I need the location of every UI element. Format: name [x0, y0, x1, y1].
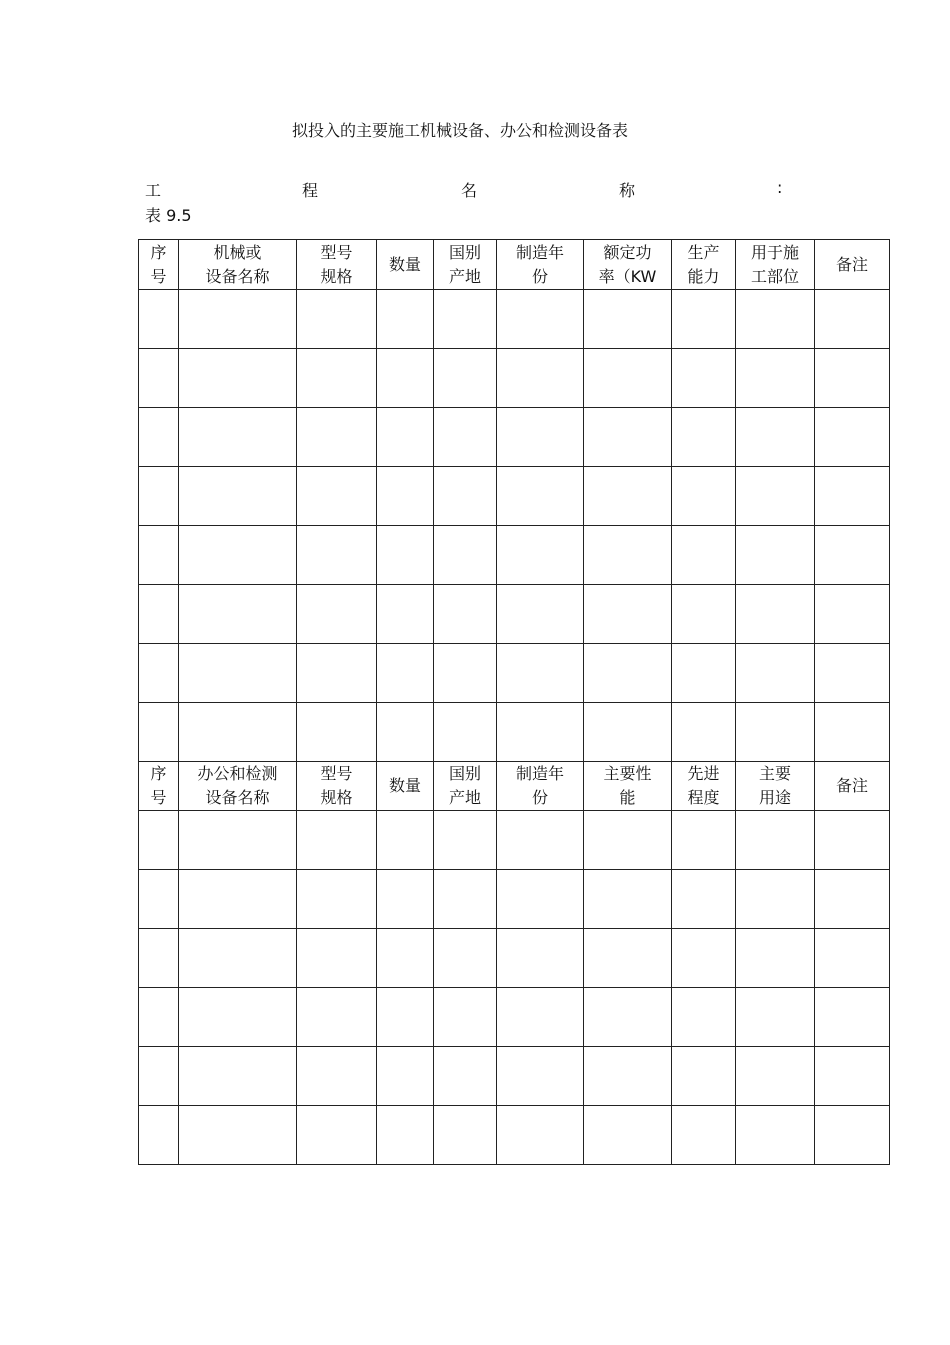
machinery-row: [139, 467, 890, 526]
header-cell: 序 号: [139, 240, 179, 290]
table-cell: [672, 408, 736, 467]
table-cell: [584, 1047, 672, 1106]
table-cell: [815, 929, 890, 988]
table-cell: [434, 1106, 497, 1165]
table-cell: [377, 703, 434, 762]
header-cell: 国别 产地: [434, 240, 497, 290]
table-cell: [815, 585, 890, 644]
table-cell: [815, 290, 890, 349]
table-cell: [584, 349, 672, 408]
table-cell: [497, 988, 584, 1047]
table-cell: [377, 988, 434, 1047]
header-cell: 型号 规格: [297, 762, 377, 811]
table-cell: [672, 703, 736, 762]
table-cell: [179, 290, 297, 349]
table-cell: [297, 585, 377, 644]
table-cell: [377, 929, 434, 988]
table-cell: [297, 408, 377, 467]
machinery-row: [139, 290, 890, 349]
table-cell: [139, 870, 179, 929]
table-cell: [672, 988, 736, 1047]
table-cell: [584, 644, 672, 703]
table-cell: [434, 988, 497, 1047]
table-cell: [434, 467, 497, 526]
table-cell: [179, 811, 297, 870]
table-cell: [377, 644, 434, 703]
table-cell: [736, 408, 815, 467]
table-cell: [297, 929, 377, 988]
table-cell: [497, 811, 584, 870]
office-row: [139, 870, 890, 929]
header-cell: 序 号: [139, 762, 179, 811]
table-cell: [377, 1047, 434, 1106]
table-cell: [139, 526, 179, 585]
table-cell: [139, 929, 179, 988]
table-cell: [815, 349, 890, 408]
table-cell: [584, 988, 672, 1047]
table-cell: [497, 1047, 584, 1106]
table-cell: [377, 467, 434, 526]
table-cell: [434, 1047, 497, 1106]
header-cell: 额定功 率（KW: [584, 240, 672, 290]
table-cell: [434, 349, 497, 408]
table-cell: [815, 811, 890, 870]
table-cell: [434, 408, 497, 467]
table-cell: [736, 349, 815, 408]
header-cell: 先进 程度: [672, 762, 736, 811]
table-cell: [139, 811, 179, 870]
table-cell: [672, 467, 736, 526]
table-cell: [497, 349, 584, 408]
table-cell: [672, 1047, 736, 1106]
table-cell: [672, 585, 736, 644]
table-cell: [377, 585, 434, 644]
project-label-char: 称: [619, 181, 636, 200]
table-cell: [497, 467, 584, 526]
header-cell: 型号 规格: [297, 240, 377, 290]
table-cell: [377, 290, 434, 349]
machinery-row: [139, 349, 890, 408]
table-cell: [736, 988, 815, 1047]
table-cell: [736, 290, 815, 349]
table-cell: [584, 526, 672, 585]
table-cell: [672, 929, 736, 988]
table-cell: [139, 1106, 179, 1165]
table-cell: [434, 870, 497, 929]
table-cell: [179, 988, 297, 1047]
table-cell: [497, 870, 584, 929]
table-cell: [434, 811, 497, 870]
table-cell: [497, 585, 584, 644]
table-cell: [297, 349, 377, 408]
table-cell: [139, 644, 179, 703]
table-cell: [497, 703, 584, 762]
table-cell: [434, 929, 497, 988]
document-title: 拟投入的主要施工机械设备、办公和检测设备表: [291, 121, 628, 140]
machinery-row: [139, 408, 890, 467]
table-cell: [736, 1106, 815, 1165]
table-cell: [297, 870, 377, 929]
table-cell: [497, 929, 584, 988]
header-cell: 用于施 工部位: [736, 240, 815, 290]
table-cell: [139, 290, 179, 349]
header-cell: 备注: [815, 762, 890, 811]
table-cell: [736, 526, 815, 585]
office-header-row: [139, 762, 890, 811]
table-cell: [377, 870, 434, 929]
table-cell: [497, 1106, 584, 1165]
table-cell: [736, 467, 815, 526]
header-cell: 制造年 份: [497, 240, 584, 290]
table-cell: [434, 290, 497, 349]
table-cell: [815, 467, 890, 526]
table-cell: [139, 349, 179, 408]
table-cell: [377, 349, 434, 408]
table-cell: [139, 467, 179, 526]
table-cell: [139, 585, 179, 644]
header-cell: 机械或 设备名称: [179, 240, 297, 290]
table-cell: [297, 467, 377, 526]
table-cell: [434, 526, 497, 585]
table-cell: [377, 408, 434, 467]
table-cell: [377, 526, 434, 585]
table-cell: [672, 644, 736, 703]
table-cell: [297, 811, 377, 870]
project-label-char: 名: [461, 181, 478, 200]
table-cell: [584, 585, 672, 644]
table-cell: [179, 644, 297, 703]
table-cell: [497, 644, 584, 703]
table-cell: [815, 870, 890, 929]
machinery-row: [139, 703, 890, 762]
table-cell: [815, 988, 890, 1047]
project-name-line: [145, 178, 785, 200]
table-cell: [497, 290, 584, 349]
table-cell: [584, 467, 672, 526]
table-cell: [179, 870, 297, 929]
project-label-colon: :: [777, 178, 783, 197]
office-row: [139, 811, 890, 870]
table-cell: [497, 408, 584, 467]
office-row: [139, 988, 890, 1047]
table-cell: [179, 526, 297, 585]
table-cell: [139, 408, 179, 467]
table-cell: [179, 349, 297, 408]
table-cell: [672, 1106, 736, 1165]
table-cell: [297, 644, 377, 703]
table-cell: [179, 1047, 297, 1106]
table-cell: [434, 585, 497, 644]
table-cell: [434, 644, 497, 703]
machinery-row: [139, 644, 890, 703]
header-cell: 备注: [815, 240, 890, 290]
table-cell: [736, 703, 815, 762]
table-cell: [179, 408, 297, 467]
table-number: 表 9.5: [145, 206, 192, 225]
table-cell: [497, 526, 584, 585]
table-cell: [179, 1106, 297, 1165]
table-cell: [736, 811, 815, 870]
table-cell: [736, 870, 815, 929]
table-cell: [584, 811, 672, 870]
table-cell: [179, 929, 297, 988]
table-cell: [179, 585, 297, 644]
table-cell: [297, 988, 377, 1047]
table-cell: [815, 1047, 890, 1106]
table-cell: [584, 1106, 672, 1165]
table-cell: [377, 811, 434, 870]
table-cell: [736, 585, 815, 644]
header-cell: 主要 用途: [736, 762, 815, 811]
table-cell: [672, 811, 736, 870]
table-cell: [672, 349, 736, 408]
table-cell: [672, 870, 736, 929]
table-cell: [179, 703, 297, 762]
header-cell: 主要性 能: [584, 762, 672, 811]
machinery-row: [139, 585, 890, 644]
table-cell: [736, 929, 815, 988]
table-cell: [815, 644, 890, 703]
table-cell: [297, 526, 377, 585]
table-cell: [672, 290, 736, 349]
table-cell: [815, 408, 890, 467]
project-label-char: 程: [302, 181, 319, 200]
table-cell: [672, 526, 736, 585]
office-row: [139, 1047, 890, 1106]
table-cell: [815, 526, 890, 585]
table-cell: [736, 1047, 815, 1106]
table-cell: [139, 703, 179, 762]
table-cell: [297, 1047, 377, 1106]
table-cell: [139, 1047, 179, 1106]
table-cell: [584, 929, 672, 988]
table-cell: [179, 467, 297, 526]
table-cell: [584, 870, 672, 929]
table-cell: [377, 1106, 434, 1165]
table-cell: [297, 1106, 377, 1165]
table-cell: [815, 703, 890, 762]
table-cell: [584, 703, 672, 762]
table-cell: [297, 290, 377, 349]
equipment-table: [138, 239, 890, 1165]
header-cell: 国别 产地: [434, 762, 497, 811]
project-label-char: 工: [145, 181, 162, 200]
office-row: [139, 1106, 890, 1165]
header-cell: 办公和检测 设备名称: [179, 762, 297, 811]
office-row: [139, 929, 890, 988]
machinery-header-row: [139, 240, 890, 290]
table-cell: [297, 703, 377, 762]
machinery-row: [139, 526, 890, 585]
header-cell: 制造年 份: [497, 762, 584, 811]
header-cell: 生产 能力: [672, 240, 736, 290]
table-cell: [434, 703, 497, 762]
table-cell: [815, 1106, 890, 1165]
table-cell: [736, 644, 815, 703]
header-cell: 数量: [377, 240, 434, 290]
header-cell: 数量: [377, 762, 434, 811]
table-cell: [584, 408, 672, 467]
table-cell: [584, 290, 672, 349]
table-cell: [139, 988, 179, 1047]
